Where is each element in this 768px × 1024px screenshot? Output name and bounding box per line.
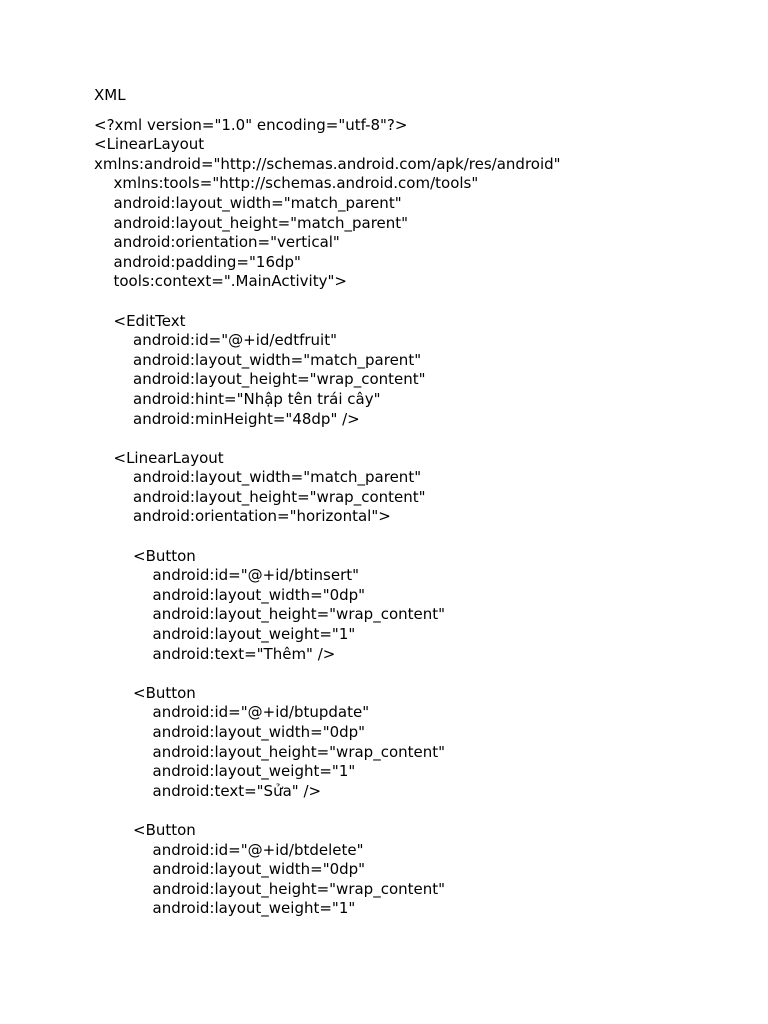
code-line: android:id="@+id/btinsert" [152, 566, 360, 585]
code-line: <?xml version="1.0" encoding="utf-8"?> [94, 115, 408, 134]
code-line: xmlns:android="http://schemas.android.com/apk/res/android" [94, 154, 561, 173]
code-line: android:hint="Nhập tên trái cây" [133, 389, 381, 408]
code-line: android:id="@+id/btupdate" [152, 703, 370, 722]
code-line: android:layout_height="wrap_content" [133, 370, 426, 389]
blank-line [94, 429, 754, 449]
code-line: android:layout_width="match_parent" [133, 350, 422, 369]
code-line: android:layout_width="0dp" [152, 723, 366, 741]
code-line: android:layout_height="wrap_content" [152, 879, 446, 898]
code-line: android:padding="16dp" [113, 252, 301, 271]
blank-line [94, 292, 754, 312]
code-line: <EditText [113, 311, 186, 330]
blank-line [94, 527, 754, 547]
blank-line [94, 801, 754, 821]
code-line: tools:context=".MainActivity"> [113, 272, 347, 291]
code-line: android:layout_height="match_parent" [113, 213, 409, 232]
code-line: android:minHeight="48dp" /> [133, 409, 360, 428]
blank-line [94, 664, 754, 684]
code-line: android:text="Sửa" /> [152, 781, 322, 800]
code-line: <Button [133, 683, 196, 702]
code-line: <LinearLayout [113, 448, 224, 467]
document-title: XML [94, 86, 126, 104]
code-line: <Button [133, 820, 196, 839]
document-page [94, 86, 754, 919]
code-line: android:layout_width="match_parent" [133, 468, 422, 487]
code-line: android:layout_height="wrap_content" [152, 742, 446, 761]
code-line: android:layout_width="0dp" [152, 585, 366, 604]
code-line: android:id="@+id/btdelete" [152, 840, 364, 859]
code-line: android:layout_weight="1" [152, 762, 356, 781]
code-line: android:text="Thêm" /> [152, 644, 336, 663]
code-line: android:orientation="vertical" [113, 233, 340, 252]
code-line: android:layout_weight="1" [152, 625, 356, 644]
code-line: android:layout_weight="1" [152, 899, 356, 918]
code-line: android:layout_height="wrap_content" [133, 487, 426, 506]
code-line: <Button [133, 546, 196, 565]
code-line: android:layout_height="wrap_content" [152, 605, 446, 624]
code-line: android:orientation="horizontal"> [133, 507, 391, 526]
xml-code-block [94, 116, 754, 919]
code-line: android:layout_width="0dp" [152, 860, 366, 879]
code-line: <LinearLayout [94, 135, 205, 154]
code-line: android:id="@+id/edtfruit" [133, 331, 337, 350]
code-line: xmlns:tools="http://schemas.android.com/tools" [113, 174, 479, 193]
code-line: android:layout_width="match_parent" [113, 193, 402, 212]
